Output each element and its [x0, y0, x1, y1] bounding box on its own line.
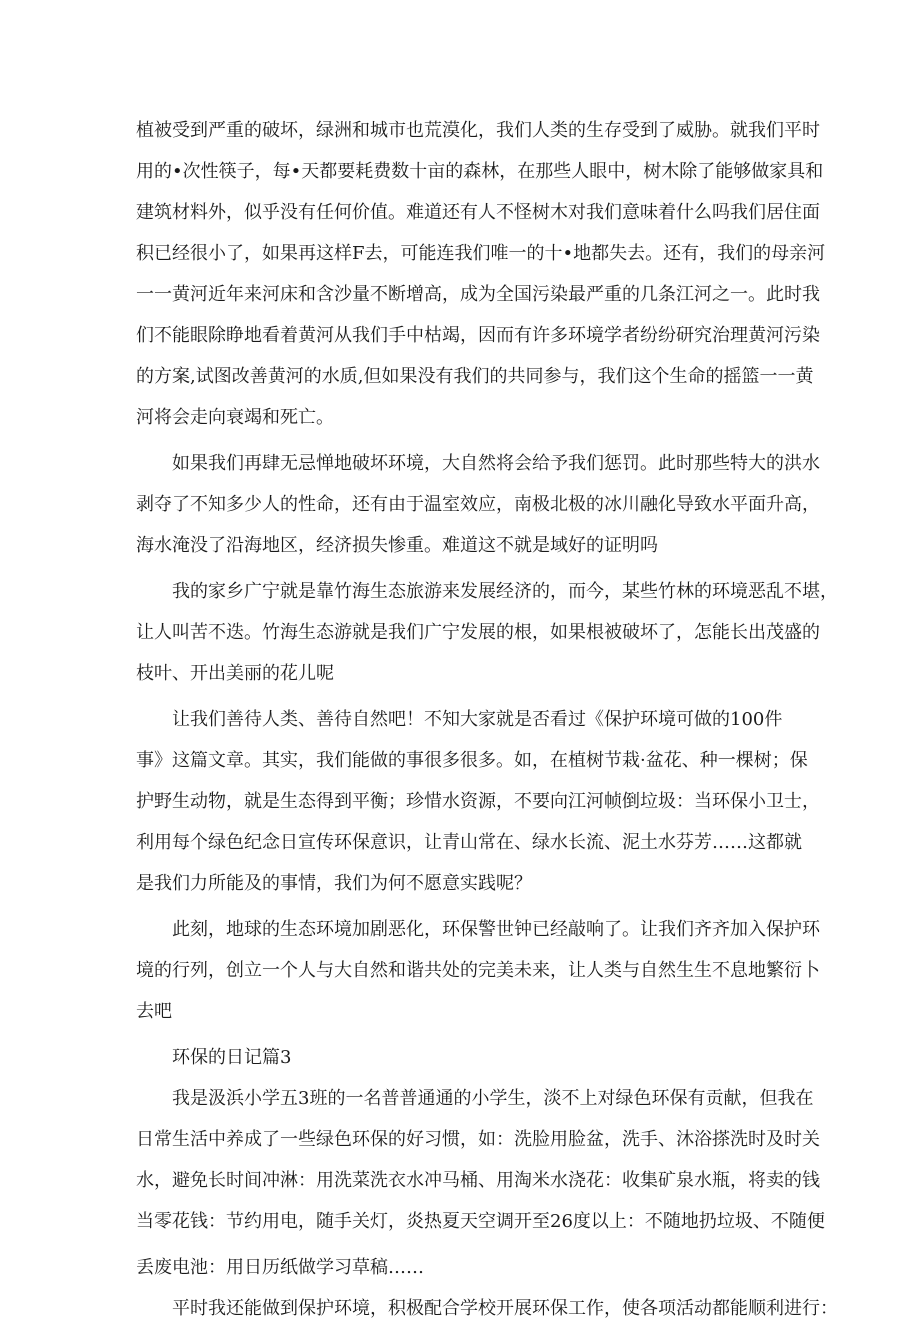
paragraph-line — [0, 487, 920, 523]
paragraph-line — [0, 574, 920, 610]
paragraph-line — [0, 656, 920, 692]
paragraph-line — [0, 318, 920, 354]
text-line: 日常生活中养成了一些绿色环保的好习惯，如：洗脸用脸盆，洗手、沐浴搽洗时及时关 — [136, 1129, 820, 1150]
text-line: 海水淹没了沿海地区，经济损失惨重。难道这不就是域好的证明吗 — [136, 535, 658, 556]
text-line: 我是汲浜小学五3班的一名普普通通的小学生，淡不上对绿色环保有贡献，但我在 — [172, 1088, 814, 1109]
paragraph-line — [0, 615, 920, 651]
paragraph-line — [0, 446, 920, 482]
paragraph-line — [0, 866, 920, 902]
paragraph-line — [0, 236, 920, 272]
paragraph-line — [0, 400, 920, 436]
text-line: 去吧 — [136, 1001, 172, 1022]
text-line: 此刻，地球的生态环境加剧恶化，环保警世钟已经敲响了。让我们齐齐加入保护环 — [172, 919, 820, 940]
text-line: 事》这篇文章。其实，我们能做的事很多很多。如，在植树节栽·盆花、种一棵树；保 — [136, 750, 808, 771]
section-heading-line — [0, 1040, 920, 1076]
paragraph-line — [0, 1250, 920, 1286]
text-line: 护野生动物，就是生态得到平衡；珍惜水资源，不要向江河帧倒垃圾：当环保小卫士， — [136, 791, 820, 812]
paragraph-line — [0, 825, 920, 861]
text-line: 积已经很小了，如果再这样F去，可能连我们唯一的十•地都失去。还有，我们的母亲河 — [136, 243, 826, 264]
text-line: 丢废电池：用日历纸做学习草稿…… — [136, 1257, 424, 1278]
text-line: 用的•次性筷子，每•天都要耗费数十亩的森林，在那些人眼中，树木除了能够做家具和 — [136, 161, 824, 182]
text-line: 当零花钱：节约用电，随手关灯，炎热夏天空调开至26度以上：不随地扔垃圾、不随便 — [136, 1211, 825, 1232]
paragraph-line — [0, 113, 920, 149]
paragraph-line — [0, 359, 920, 395]
text-line: 剥夺了不知多少人的性命，还有由于温室效应，南极北极的冰川融化导致水平面升高， — [136, 494, 820, 515]
text-line: 是我们力所能及的事情，我们为何不愿意实践呢？ — [136, 873, 532, 894]
text-line: 们不能眼除睁地看着黄河从我们手中枯竭，因而有许多环境学者纷纷研究治理黄河污染 — [136, 325, 820, 346]
paragraph-line — [0, 784, 920, 820]
text-line: 一一黄河近年来河床和含沙量不断增高，成为全国污染最严重的几条江河之一。此时我 — [136, 284, 820, 305]
paragraph-line — [0, 702, 920, 738]
text-line: 利用每个绿色纪念日宣传环保意识，让青山常在、绿水长流、泥土水芬芳……这都就 — [136, 832, 802, 853]
paragraph-line — [0, 1122, 920, 1158]
paragraph-line — [0, 1204, 920, 1240]
text-line: 建筑材料外，似乎没有任何价值。难道还有人不怪树木对我们意味着什么吗我们居住面 — [136, 202, 820, 223]
text-line: 我的家乡广宁就是靠竹海生态旅游来发展经济的，而今，某些竹林的环境恶乱不堪， — [172, 581, 838, 602]
paragraph-line — [0, 1163, 920, 1199]
text-line: 枝叶、开出美丽的花儿呢 — [136, 663, 334, 684]
paragraph-line — [0, 912, 920, 948]
paragraph-line — [0, 277, 920, 313]
paragraph-line — [0, 195, 920, 231]
text-line: 境的行列，创立一个人与大自然和谐共处的完美未来，让人类与自然生生不息地繁衍卜 — [136, 960, 820, 981]
text-line: 如果我们再肆无忌惮地破坏环境，大自然将会给予我们惩罚。此时那些特大的洪水 — [172, 453, 820, 474]
paragraph-line — [0, 953, 920, 989]
paragraph-line — [0, 528, 920, 564]
paragraph-line — [0, 994, 920, 1030]
text-line: 让人叫苦不迭。竹海生态游就是我们广宁发展的根，如果根被破坏了，怎能长出茂盛的 — [136, 622, 820, 643]
paragraph-line — [0, 154, 920, 190]
section-heading: 环保的日记篇3 — [172, 1047, 292, 1068]
text-line: 平时我还能做到保护环境，积极配合学校开展环保工作，使各项活动都能顺利进行： — [172, 1298, 838, 1319]
text-line: 的方案,试图改善黄河的水质,但如果没有我们的共同参与，我们这个生命的摇篮一一黄 — [136, 366, 814, 387]
text-line: 让我们善待人类、善待自然吧！不知大家就是否看过《保护环境可做的100件 — [172, 709, 783, 730]
paragraph-line — [0, 1081, 920, 1117]
text-line: 植被受到严重的破坏，绿洲和城市也荒漠化，我们人类的生存受到了威胁。就我们平时 — [136, 120, 820, 141]
paragraph-line — [0, 1291, 920, 1327]
text-line: 水，避免长时间冲淋：用洗菜洗衣水冲马桶、用淘米水浇花：收集矿泉水瓶，将卖的钱 — [136, 1170, 820, 1191]
paragraph-line — [0, 743, 920, 779]
text-line: 河将会走向衰竭和死亡。 — [136, 407, 334, 428]
